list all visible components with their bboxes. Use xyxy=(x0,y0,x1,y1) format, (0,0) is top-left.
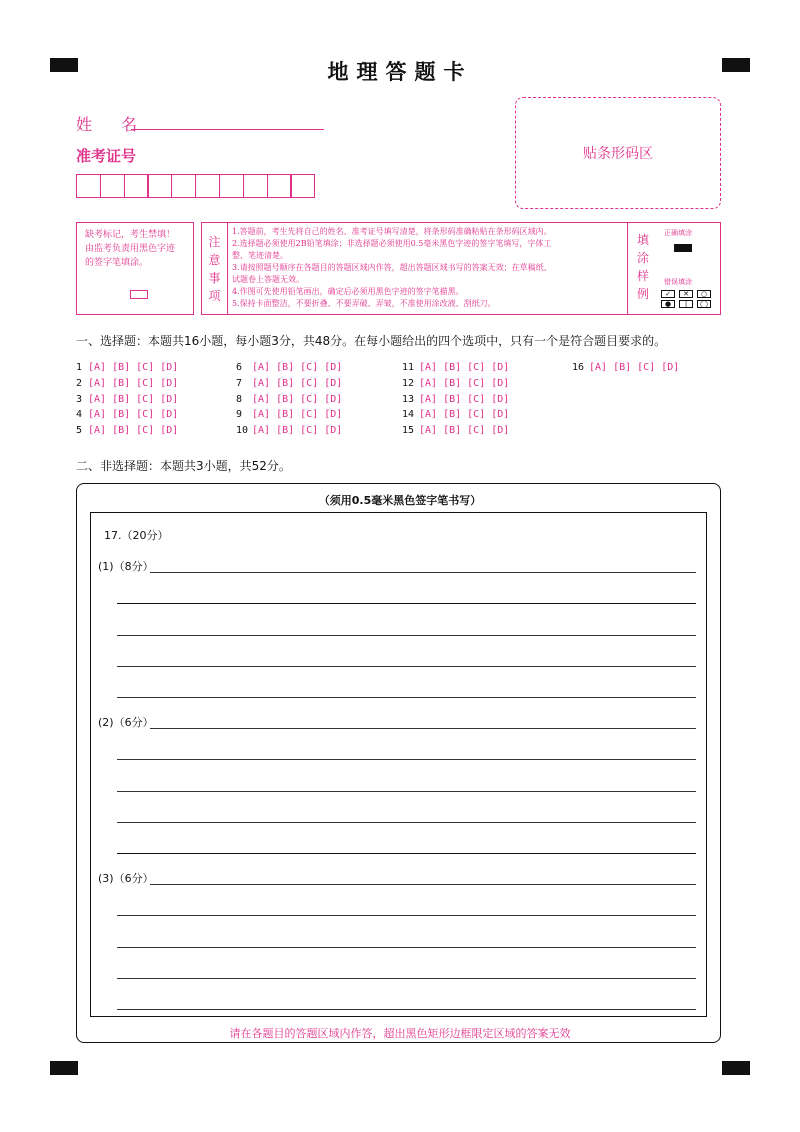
exam-id-digit-box[interactable] xyxy=(219,174,244,198)
answer-area[interactable] xyxy=(90,512,707,1017)
answer-line[interactable] xyxy=(150,728,696,729)
question-number: 15 xyxy=(402,425,415,436)
notes-line: 1.答题前，考生先将自己的姓名、准考证号填写清楚，将条形码准确粘贴在条形码区域内。 xyxy=(232,227,552,236)
notes-heading xyxy=(202,223,228,314)
alignment-marker-bottom-left xyxy=(50,1061,78,1075)
mcq-question-3[interactable] xyxy=(76,394,178,405)
question-number: 3 xyxy=(76,394,83,405)
mcq-options[interactable]: [A] [B] [C] [D] xyxy=(88,409,179,420)
wrong-fill-marks xyxy=(661,290,713,308)
part-3-heading: (3)（6分） xyxy=(98,872,154,885)
mcq-options[interactable]: [A] [B] [C] [D] xyxy=(252,362,343,373)
mcq-question-4[interactable] xyxy=(76,409,178,420)
question-number: 10 xyxy=(236,425,249,436)
mcq-options[interactable]: [A] [B] [C] [D] xyxy=(88,425,179,436)
bar-mark-icon: | xyxy=(679,300,693,308)
fill-heading-char: 涂 xyxy=(636,251,649,265)
notes-line: 试题卷上答题无效。 xyxy=(232,275,304,284)
mcq-options[interactable]: [A] [B] [C] [D] xyxy=(88,378,179,389)
mcq-options[interactable]: [A] [B] [C] [D] xyxy=(419,425,510,436)
exam-id-digit-box[interactable] xyxy=(171,174,196,198)
fill-example-heading xyxy=(630,231,656,303)
question-number: 16 xyxy=(572,362,585,373)
answer-line[interactable] xyxy=(117,791,696,792)
exam-id-boxes[interactable] xyxy=(76,174,314,198)
question-number: 4 xyxy=(76,409,83,420)
question-number: 11 xyxy=(402,362,415,373)
answer-line[interactable] xyxy=(117,853,696,854)
notes-heading-char: 意 xyxy=(208,252,221,267)
answer-line[interactable] xyxy=(150,884,696,885)
section-2-title: 二、非选择题：本题共3小题，共52分。 xyxy=(76,459,291,473)
question-number: 9 xyxy=(236,409,243,420)
exam-id-label: 准考证号 xyxy=(76,147,137,165)
notes-line: 3.请按照题号顺序在各题目的答题区域内作答，超出答题区域书写的答案无效；在草稿纸、 xyxy=(232,263,552,272)
answer-line[interactable] xyxy=(117,978,696,979)
fill-heading-char: 例 xyxy=(636,287,649,301)
answer-line[interactable] xyxy=(117,822,696,823)
notes-heading-char: 注 xyxy=(208,234,221,249)
exam-id-digit-box[interactable] xyxy=(243,174,268,198)
notes-panel xyxy=(201,222,721,315)
exam-id-digit-box[interactable] xyxy=(124,174,149,198)
name-field[interactable] xyxy=(131,129,324,130)
absent-line: 的签字笔填涂。 xyxy=(85,258,149,268)
question-number: 5 xyxy=(76,425,83,436)
mcq-options[interactable]: [A] [B] [C] [D] xyxy=(419,394,510,405)
mcq-options[interactable]: [A] [B] [C] [D] xyxy=(419,362,510,373)
barcode-label: 贴条形码区 xyxy=(583,146,653,162)
alignment-marker-bottom-right xyxy=(722,1061,750,1075)
answer-line[interactable] xyxy=(117,1009,696,1010)
barcode-area xyxy=(515,97,721,209)
answer-line[interactable] xyxy=(150,572,696,573)
notes-line: 4.作图可先使用铅笔画出，确定后必须用黑色字迹的签字笔描黑。 xyxy=(232,287,464,296)
mcq-question-12[interactable] xyxy=(402,378,509,389)
question-number: 14 xyxy=(402,409,415,420)
exam-id-digit-box[interactable] xyxy=(267,174,292,198)
question-number: 2 xyxy=(76,378,83,389)
mcq-options[interactable]: [A] [B] [C] [D] xyxy=(252,409,343,420)
mcq-options[interactable]: [A] [B] [C] [D] xyxy=(88,394,179,405)
notes-line: 5.保持卡面整洁，不要折叠、不要弄破、弄皱，不准使用涂改液、刮纸刀。 xyxy=(232,299,496,308)
mcq-options[interactable]: [A] [B] [C] [D] xyxy=(419,409,510,420)
circle-mark-icon: ○ xyxy=(697,290,711,298)
notes-line: 2.选择题必须使用2B铅笔填涂；非选择题必须使用0.5毫米黑色字迹的签字笔填写，字体工 xyxy=(232,239,552,248)
wrong-fill-label: 错误填涂 xyxy=(664,278,692,286)
question-17-heading: 17.（20分） xyxy=(104,529,169,542)
mcq-options[interactable]: [A] [B] [C] [D] xyxy=(589,362,680,373)
correct-fill-mark xyxy=(674,244,692,252)
mcq-question-13[interactable] xyxy=(402,394,509,405)
question-number: 6 xyxy=(236,362,243,373)
part-1-heading: (1)（8分） xyxy=(98,560,154,573)
mcq-options[interactable]: [A] [B] [C] [D] xyxy=(252,378,343,389)
cross-mark-icon: ✕ xyxy=(679,290,693,298)
absent-mark-box[interactable] xyxy=(130,290,148,299)
notes-heading-char: 项 xyxy=(208,288,221,303)
question-number: 8 xyxy=(236,394,243,405)
name-label: 姓 名 xyxy=(76,115,150,134)
check-mark-icon: ✓ xyxy=(661,290,675,298)
absent-line: 由监考负责用黑色字迹 xyxy=(85,244,176,254)
mcq-options[interactable]: [A] [B] [C] [D] xyxy=(88,362,179,373)
exam-id-digit-box[interactable] xyxy=(290,174,315,198)
fill-heading-char: 样 xyxy=(636,269,649,283)
notes-heading-char: 事 xyxy=(208,270,221,285)
answer-line[interactable] xyxy=(117,759,696,760)
mcq-question-6[interactable] xyxy=(236,362,342,373)
mcq-question-8[interactable] xyxy=(236,394,342,405)
exam-id-digit-box[interactable] xyxy=(76,174,101,198)
footer-note: 请在各题目的答题区域内作答，超出黑色矩形边框限定区域的答案无效 xyxy=(229,1027,571,1040)
question-number: 7 xyxy=(236,378,243,389)
absent-mark-panel xyxy=(76,222,194,315)
mcq-question-14[interactable] xyxy=(402,409,509,420)
question-number: 12 xyxy=(402,378,415,389)
mcq-question-2[interactable] xyxy=(76,378,178,389)
frame-note: （须用0.5毫米黑色签字笔书写） xyxy=(318,494,482,507)
exam-id-digit-box[interactable] xyxy=(100,174,125,198)
section-1-title: 一、选择题：本题共16小题，每小题3分，共48分。在每小题给出的四个选项中，只有一个是符合题目要求的。 xyxy=(76,334,667,348)
answer-line[interactable] xyxy=(117,666,696,667)
mcq-question-1[interactable] xyxy=(76,362,178,373)
part-2-heading: (2)（6分） xyxy=(98,716,154,729)
question-number: 1 xyxy=(76,362,83,373)
question-number: 13 xyxy=(402,394,415,405)
correct-fill-label: 正确填涂 xyxy=(664,229,692,237)
mcq-question-10[interactable] xyxy=(236,425,342,436)
mcq-question-9[interactable] xyxy=(236,409,342,420)
mcq-options[interactable]: [A] [B] [C] [D] xyxy=(252,394,343,405)
answer-line[interactable] xyxy=(117,635,696,636)
oval-mark-icon: ◯ xyxy=(697,300,711,308)
mcq-question-7[interactable] xyxy=(236,378,342,389)
mcq-options[interactable]: [A] [B] [C] [D] xyxy=(419,378,510,389)
answer-line[interactable] xyxy=(117,697,696,698)
mcq-options[interactable]: [A] [B] [C] [D] xyxy=(252,425,343,436)
mcq-question-15[interactable] xyxy=(402,425,509,436)
exam-id-digit-box[interactable] xyxy=(195,174,220,198)
mcq-question-11[interactable] xyxy=(402,362,509,373)
mcq-question-16[interactable] xyxy=(572,362,679,373)
notes-text xyxy=(232,226,627,310)
exam-id-digit-box[interactable] xyxy=(147,174,172,198)
page-title: 地理答题卡 xyxy=(327,60,473,84)
notes-line: 整、笔迹清楚。 xyxy=(232,251,288,260)
answer-line[interactable] xyxy=(117,947,696,948)
answer-line[interactable] xyxy=(117,915,696,916)
notes-divider xyxy=(627,223,628,314)
absent-line: 缺考标记，考生禁填！ xyxy=(85,230,176,240)
answer-line[interactable] xyxy=(117,603,696,604)
mcq-question-5[interactable] xyxy=(76,425,178,436)
dot-mark-icon: ● xyxy=(661,300,675,308)
fill-heading-char: 填 xyxy=(636,233,649,247)
